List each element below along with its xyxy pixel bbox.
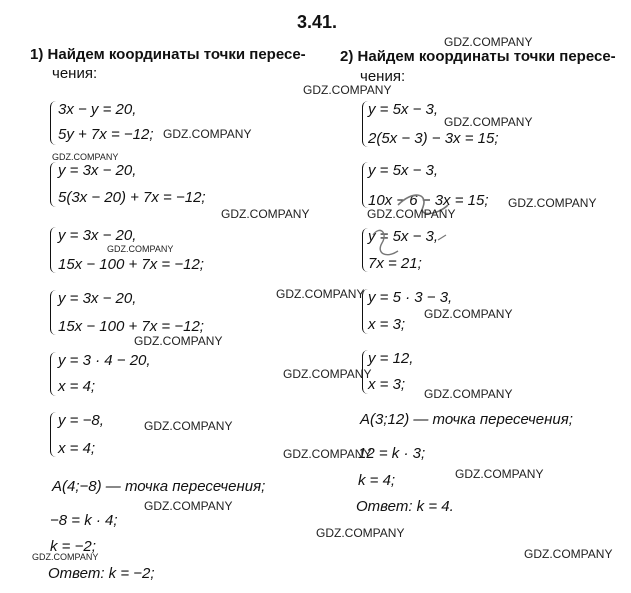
scribble-mark [368, 185, 488, 275]
left-system-6-brace [50, 412, 56, 457]
left-equation-2: k = −2; [50, 538, 96, 555]
watermark: GDZ.COMPANY [316, 526, 405, 540]
right-header-line2: чения: [360, 68, 406, 85]
right-system-2-line1: y = 5x − 3, [368, 162, 439, 179]
watermark: GDZ.COMPANY [508, 196, 597, 210]
problem-title: 3.41. [297, 12, 338, 32]
left-answer-label: Ответ: [48, 565, 105, 582]
right-system-2-line2: 10x − 6 − 3x = 15; [368, 192, 489, 209]
right-system-1-line2: 2(5x − 3) − 3x = 15; [368, 130, 499, 147]
watermark: GDZ.COMPANY [424, 307, 513, 321]
left-system-3-brace [50, 227, 56, 273]
watermark: GDZ.COMPANY [283, 367, 372, 381]
watermark: GDZ.COMPANY [32, 552, 99, 562]
left-system-5-line2: x = 4; [58, 378, 96, 395]
watermark: GDZ.COMPANY [444, 115, 533, 129]
left-system-3-line1: y = 3x − 20, [58, 227, 137, 244]
left-answer-value: k = −2; [108, 565, 155, 582]
left-system-3-line2: 15x − 100 + 7x = −12; [58, 256, 204, 273]
left-header [30, 46, 306, 63]
right-answer [356, 498, 454, 515]
left-intersection-point: A(4;−8) — точка пересечения; [52, 478, 266, 495]
watermark: GDZ.COMPANY [303, 83, 392, 97]
watermark: GDZ.COMPANY [424, 387, 513, 401]
right-system-5-line1: y = 12, [368, 350, 414, 367]
watermark: GDZ.COMPANY [107, 244, 174, 254]
left-system-2-brace [50, 162, 56, 207]
right-answer-label: Ответ: [356, 498, 413, 515]
watermark: GDZ.COMPANY [52, 152, 119, 162]
left-system-6-line2: x = 4; [58, 440, 96, 457]
right-equation-2: k = 4; [358, 472, 396, 489]
watermark: GDZ.COMPANY [144, 419, 233, 433]
watermark: GDZ.COMPANY [221, 207, 310, 221]
watermark: GDZ.COMPANY [524, 547, 613, 561]
watermark: GDZ.COMPANY [444, 35, 533, 49]
watermark: GDZ.COMPANY [163, 127, 252, 141]
right-system-3-line2: 7x = 21; [368, 255, 422, 272]
right-system-5-line2: x = 3; [368, 376, 406, 393]
watermark: GDZ.COMPANY [367, 207, 456, 221]
left-header-line1: Найдем координаты точки пересе- [47, 46, 306, 63]
right-system-1-line1: y = 5x − 3, [368, 101, 439, 118]
left-equation-1: −8 = k · 4; [50, 512, 118, 529]
watermark: GDZ.COMPANY [276, 287, 365, 301]
left-number: 1) [30, 46, 44, 63]
right-answer-value: k = 4. [416, 498, 454, 515]
left-system-2-line2: 5(3x − 20) + 7x = −12; [58, 189, 206, 206]
left-system-1-line2: 5y + 7x = −12; [58, 126, 154, 143]
left-system-5-brace [50, 352, 56, 396]
right-system-4-line1: y = 5 · 3 − 3, [368, 289, 453, 306]
right-system-3-line1: y = 5x − 3, [368, 228, 439, 245]
watermark: GDZ.COMPANY [283, 447, 372, 461]
right-system-4-line2: x = 3; [368, 316, 406, 333]
left-system-2-line1: y = 3x − 20, [58, 162, 137, 179]
watermark: GDZ.COMPANY [144, 499, 233, 513]
left-system-4-brace [50, 290, 56, 335]
left-system-4-line1: y = 3x − 20, [58, 290, 137, 307]
left-system-6-line1: y = −8, [58, 412, 104, 429]
right-header [340, 48, 616, 65]
watermark: GDZ.COMPANY [134, 334, 223, 348]
watermark: GDZ.COMPANY [455, 467, 544, 481]
left-system-4-line2: 15x − 100 + 7x = −12; [58, 318, 204, 335]
right-number: 2) [340, 48, 354, 65]
right-equation-1: 12 = k · 3; [358, 445, 426, 462]
right-header-line1: Найдем координаты точки пересе- [357, 48, 616, 65]
left-answer [48, 565, 155, 582]
left-system-1-line1: 3x − y = 20, [58, 101, 137, 118]
left-system-5-line1: y = 3 · 4 − 20, [58, 352, 151, 369]
right-intersection-point: A(3;12) — точка пересечения; [360, 411, 573, 428]
left-header-line2: чения: [52, 65, 98, 82]
left-system-1-brace [50, 101, 56, 145]
